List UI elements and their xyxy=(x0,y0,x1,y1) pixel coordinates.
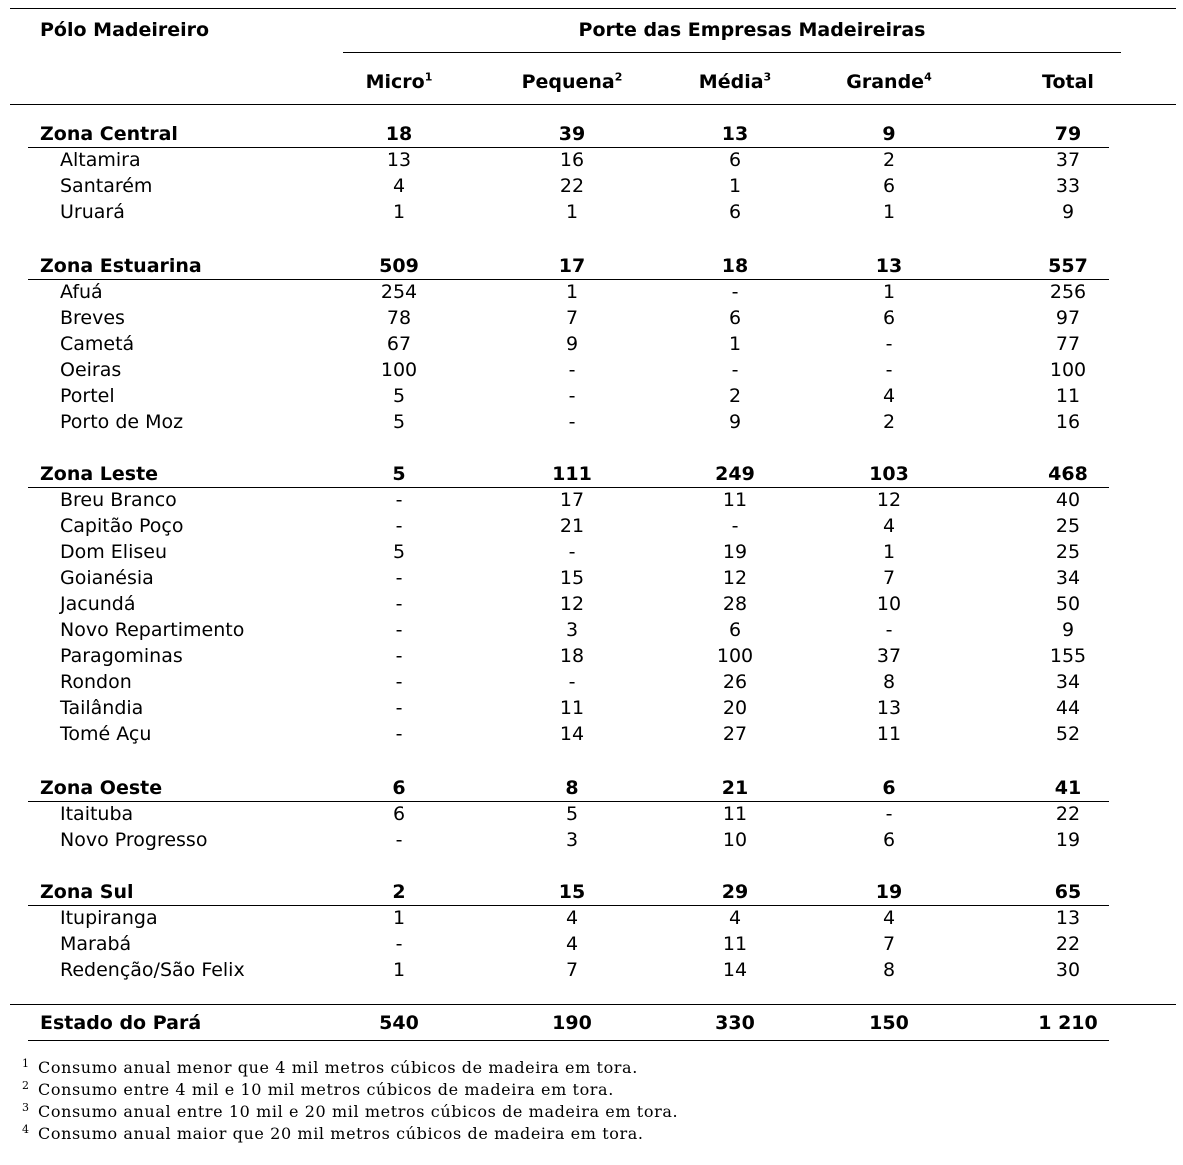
row-value: 33 xyxy=(1055,175,1081,197)
row-name: Porto de Moz xyxy=(60,411,184,433)
row-value: 14 xyxy=(722,959,748,981)
footnote-mark: 4 xyxy=(22,1123,30,1136)
row-value: 6 xyxy=(882,307,896,329)
top-rule xyxy=(10,8,1176,9)
footnote-mark: 1 xyxy=(22,1057,30,1070)
zone-value: 6 xyxy=(392,777,406,799)
zone-value: 21 xyxy=(721,777,749,799)
group-header: Porte das Empresas Madeireiras xyxy=(578,19,926,41)
row-name: Uruará xyxy=(60,201,125,223)
row-value: 11 xyxy=(559,697,585,719)
row-value: - xyxy=(395,829,403,851)
row-value: 4 xyxy=(565,933,579,955)
row-value: 6 xyxy=(728,149,742,171)
row-name: Jacundá xyxy=(60,593,136,615)
footnote xyxy=(22,1079,614,1100)
zone-value: 18 xyxy=(385,123,413,145)
row-value: - xyxy=(395,723,403,745)
row-value: - xyxy=(395,697,403,719)
column-header-footnote-mark: 1 xyxy=(424,70,433,84)
row-value: - xyxy=(395,645,403,667)
row-value: 10 xyxy=(876,593,902,615)
row-value: 12 xyxy=(722,567,748,589)
zone-name: Zona Oeste xyxy=(40,777,163,799)
row-value: 52 xyxy=(1055,723,1081,745)
row-value: 4 xyxy=(882,907,896,929)
zone-value: 65 xyxy=(1054,881,1082,903)
row-value: 4 xyxy=(882,385,896,407)
column-header xyxy=(699,69,771,95)
row-value: 8 xyxy=(882,959,896,981)
column-header-footnote-mark: 4 xyxy=(924,70,932,84)
zone-name: Zona Leste xyxy=(40,463,159,485)
row-value: 19 xyxy=(722,541,748,563)
row-value: - xyxy=(395,489,403,511)
column-header-label: Total xyxy=(1042,71,1094,93)
footnote-mark: 3 xyxy=(22,1101,30,1114)
footnote-text: Consumo anual maior que 20 mil metros cúbicos de madeira em tora. xyxy=(38,1124,644,1143)
zone-name: Zona Sul xyxy=(40,881,134,903)
row-name: Tomé Açu xyxy=(60,723,152,745)
row-value: - xyxy=(395,515,403,537)
row-value: - xyxy=(568,359,576,381)
row-value: 7 xyxy=(565,959,579,981)
row-value: 97 xyxy=(1055,307,1081,329)
row-name: Itupiranga xyxy=(60,907,158,929)
row-value: 4 xyxy=(882,515,896,537)
row-value: 37 xyxy=(1055,149,1081,171)
row-value: 2 xyxy=(882,411,896,433)
row-value: 7 xyxy=(565,307,579,329)
row-value: 30 xyxy=(1055,959,1081,981)
row-value: - xyxy=(395,933,403,955)
row-value: 18 xyxy=(559,645,585,667)
row-name: Rondon xyxy=(60,671,132,693)
row-value: - xyxy=(395,619,403,641)
row-value: 11 xyxy=(1055,385,1081,407)
row-value: 28 xyxy=(722,593,748,615)
row-value: 5 xyxy=(392,385,406,407)
row-value: 1 xyxy=(392,959,406,981)
row-name: Tailândia xyxy=(60,697,144,719)
row-value: 1 xyxy=(392,201,406,223)
footnote xyxy=(22,1101,679,1122)
row-name: Itaituba xyxy=(60,803,134,825)
row-value: - xyxy=(885,333,893,355)
row-value: - xyxy=(395,567,403,589)
row-name: Paragominas xyxy=(60,645,183,667)
row-value: 1 xyxy=(565,201,579,223)
row-value: - xyxy=(395,593,403,615)
column-header-footnote-mark: 2 xyxy=(614,70,623,84)
row-value: 100 xyxy=(380,359,418,381)
row-value: 9 xyxy=(1061,619,1075,641)
row-value: 5 xyxy=(565,803,579,825)
row-value: 6 xyxy=(728,201,742,223)
row-value: 100 xyxy=(716,645,754,667)
row-name: Redenção/São Felix xyxy=(60,959,245,981)
total-value: 330 xyxy=(715,1012,755,1034)
row-value: 1 xyxy=(882,281,896,303)
zone-value: 13 xyxy=(875,255,903,277)
row-value: - xyxy=(568,411,576,433)
row-value: 1 xyxy=(565,281,579,303)
zone-value: 468 xyxy=(1048,463,1088,485)
zone-name: Zona Estuarina xyxy=(40,255,202,277)
row-value: 9 xyxy=(1061,201,1075,223)
zone-value: 2 xyxy=(392,881,406,903)
row-value: 1 xyxy=(882,201,896,223)
zone-value: 249 xyxy=(715,463,755,485)
zone-value: 5 xyxy=(392,463,406,485)
row-value: 21 xyxy=(559,515,585,537)
column-header-label: Grande xyxy=(846,71,925,93)
zone-value: 557 xyxy=(1048,255,1088,277)
row-name: Afuá xyxy=(60,281,103,303)
row-value: 13 xyxy=(386,149,412,171)
zone-value: 15 xyxy=(558,881,586,903)
row-value: 6 xyxy=(392,803,406,825)
row-value: 11 xyxy=(876,723,902,745)
zone-value: 6 xyxy=(882,777,896,799)
row-value: 1 xyxy=(392,907,406,929)
footnote-text: Consumo anual entre 10 mil e 20 mil metros cúbicos de madeira em tora. xyxy=(38,1102,679,1121)
row-value: - xyxy=(568,671,576,693)
row-value: 3 xyxy=(565,829,579,851)
row-value: 4 xyxy=(565,907,579,929)
row-name: Oeiras xyxy=(60,359,122,381)
footnote-text: Consumo anual menor que 4 mil metros cúbicos de madeira em tora. xyxy=(38,1058,638,1077)
row-value: 1 xyxy=(882,541,896,563)
row-name: Cametá xyxy=(60,333,135,355)
row-value: 16 xyxy=(559,149,585,171)
row-value: 78 xyxy=(386,307,412,329)
row-value: 1 xyxy=(728,333,742,355)
row-value: 6 xyxy=(728,307,742,329)
row-value: 40 xyxy=(1055,489,1081,511)
row-name: Novo Progresso xyxy=(60,829,208,851)
column-header xyxy=(366,69,433,95)
zone-value: 29 xyxy=(721,881,749,903)
zone-value: 39 xyxy=(558,123,586,145)
row-value: 19 xyxy=(1055,829,1081,851)
row-name: Marabá xyxy=(60,933,132,955)
row-name: Santarém xyxy=(60,175,153,197)
row-value: 26 xyxy=(722,671,748,693)
row-name: Breu Branco xyxy=(60,489,177,511)
row-value: 34 xyxy=(1055,671,1081,693)
row-value: 4 xyxy=(392,175,406,197)
row-value: 20 xyxy=(722,697,748,719)
row-name: Breves xyxy=(60,307,125,329)
row-value: - xyxy=(731,359,739,381)
zone-value: 111 xyxy=(552,463,592,485)
row-value: 14 xyxy=(559,723,585,745)
row-value: 27 xyxy=(722,723,748,745)
footnote-text: Consumo entre 4 mil e 10 mil metros cúbicos de madeira em tora. xyxy=(38,1080,614,1099)
row-value: 8 xyxy=(882,671,896,693)
row-value: 13 xyxy=(876,697,902,719)
row-value: 16 xyxy=(1055,411,1081,433)
footnote-mark: 2 xyxy=(22,1079,30,1092)
zone-value: 8 xyxy=(565,777,579,799)
row-value: - xyxy=(885,619,893,641)
row-value: 6 xyxy=(728,619,742,641)
row-value: 100 xyxy=(1049,359,1087,381)
zone-value: 17 xyxy=(558,255,586,277)
row-value: 1 xyxy=(728,175,742,197)
zone-value: 41 xyxy=(1054,777,1082,799)
zone-value: 9 xyxy=(882,123,896,145)
zone-value: 103 xyxy=(869,463,909,485)
zone-value: 18 xyxy=(721,255,749,277)
row-value: 22 xyxy=(1055,933,1081,955)
row-value: 13 xyxy=(1055,907,1081,929)
footnote xyxy=(22,1123,644,1144)
column-header-label: Média xyxy=(698,71,764,93)
column-header-footnote-mark: 3 xyxy=(763,70,772,84)
column-header xyxy=(846,69,931,95)
row-value: 155 xyxy=(1049,645,1087,667)
row-value: - xyxy=(731,515,739,537)
zone-name: Zona Central xyxy=(40,123,178,145)
total-value: 150 xyxy=(869,1012,909,1034)
row-value: 50 xyxy=(1055,593,1081,615)
polo-header: Pólo Madeireiro xyxy=(40,19,210,41)
group-rule xyxy=(343,52,1121,53)
row-value: 25 xyxy=(1055,515,1081,537)
row-value: - xyxy=(395,671,403,693)
row-value: 67 xyxy=(386,333,412,355)
row-value: 9 xyxy=(728,411,742,433)
row-value: 254 xyxy=(380,281,418,303)
row-value: 22 xyxy=(1055,803,1081,825)
column-header-label: Pequena xyxy=(521,71,615,93)
total-value: 540 xyxy=(379,1012,419,1034)
row-value: 3 xyxy=(565,619,579,641)
column-header xyxy=(522,69,623,95)
row-value: 9 xyxy=(565,333,579,355)
zone-value: 19 xyxy=(875,881,903,903)
row-name: Novo Repartimento xyxy=(60,619,245,641)
row-value: 12 xyxy=(876,489,902,511)
row-name: Portel xyxy=(60,385,115,407)
row-name: Dom Eliseu xyxy=(60,541,167,563)
row-value: 2 xyxy=(882,149,896,171)
row-value: 11 xyxy=(722,933,748,955)
row-value: 6 xyxy=(882,175,896,197)
row-value: 10 xyxy=(722,829,748,851)
row-value: 6 xyxy=(882,829,896,851)
row-value: 256 xyxy=(1049,281,1087,303)
row-value: - xyxy=(885,803,893,825)
zone-value: 13 xyxy=(721,123,749,145)
row-value: 2 xyxy=(728,385,742,407)
zone-value: 509 xyxy=(379,255,419,277)
row-value: 11 xyxy=(722,489,748,511)
row-value: 12 xyxy=(559,593,585,615)
row-value: 34 xyxy=(1055,567,1081,589)
row-value: 15 xyxy=(559,567,585,589)
row-value: 7 xyxy=(882,933,896,955)
header-rule xyxy=(10,104,1176,105)
column-header-label: Micro xyxy=(365,71,425,93)
row-value: 37 xyxy=(876,645,902,667)
zone-value: 79 xyxy=(1054,123,1082,145)
row-value: 4 xyxy=(728,907,742,929)
row-value: - xyxy=(568,385,576,407)
row-value: 7 xyxy=(882,567,896,589)
row-value: 5 xyxy=(392,541,406,563)
row-name: Goianésia xyxy=(60,567,154,589)
row-value: - xyxy=(885,359,893,381)
row-value: 22 xyxy=(559,175,585,197)
row-value: 5 xyxy=(392,411,406,433)
row-value: 11 xyxy=(722,803,748,825)
row-name: Capitão Poço xyxy=(60,515,184,537)
column-header xyxy=(1042,69,1094,95)
row-value: 25 xyxy=(1055,541,1081,563)
row-value: 17 xyxy=(559,489,585,511)
total-value: 1 210 xyxy=(1038,1012,1098,1034)
row-value: 77 xyxy=(1055,333,1081,355)
row-value: - xyxy=(568,541,576,563)
row-value: - xyxy=(731,281,739,303)
total-name: Estado do Pará xyxy=(40,1012,202,1034)
row-value: 44 xyxy=(1055,697,1081,719)
row-name: Altamira xyxy=(60,149,141,171)
total-bottom-rule xyxy=(28,1040,1109,1041)
total-value: 190 xyxy=(552,1012,592,1034)
total-top-rule xyxy=(10,1004,1176,1005)
footnote xyxy=(22,1057,638,1078)
